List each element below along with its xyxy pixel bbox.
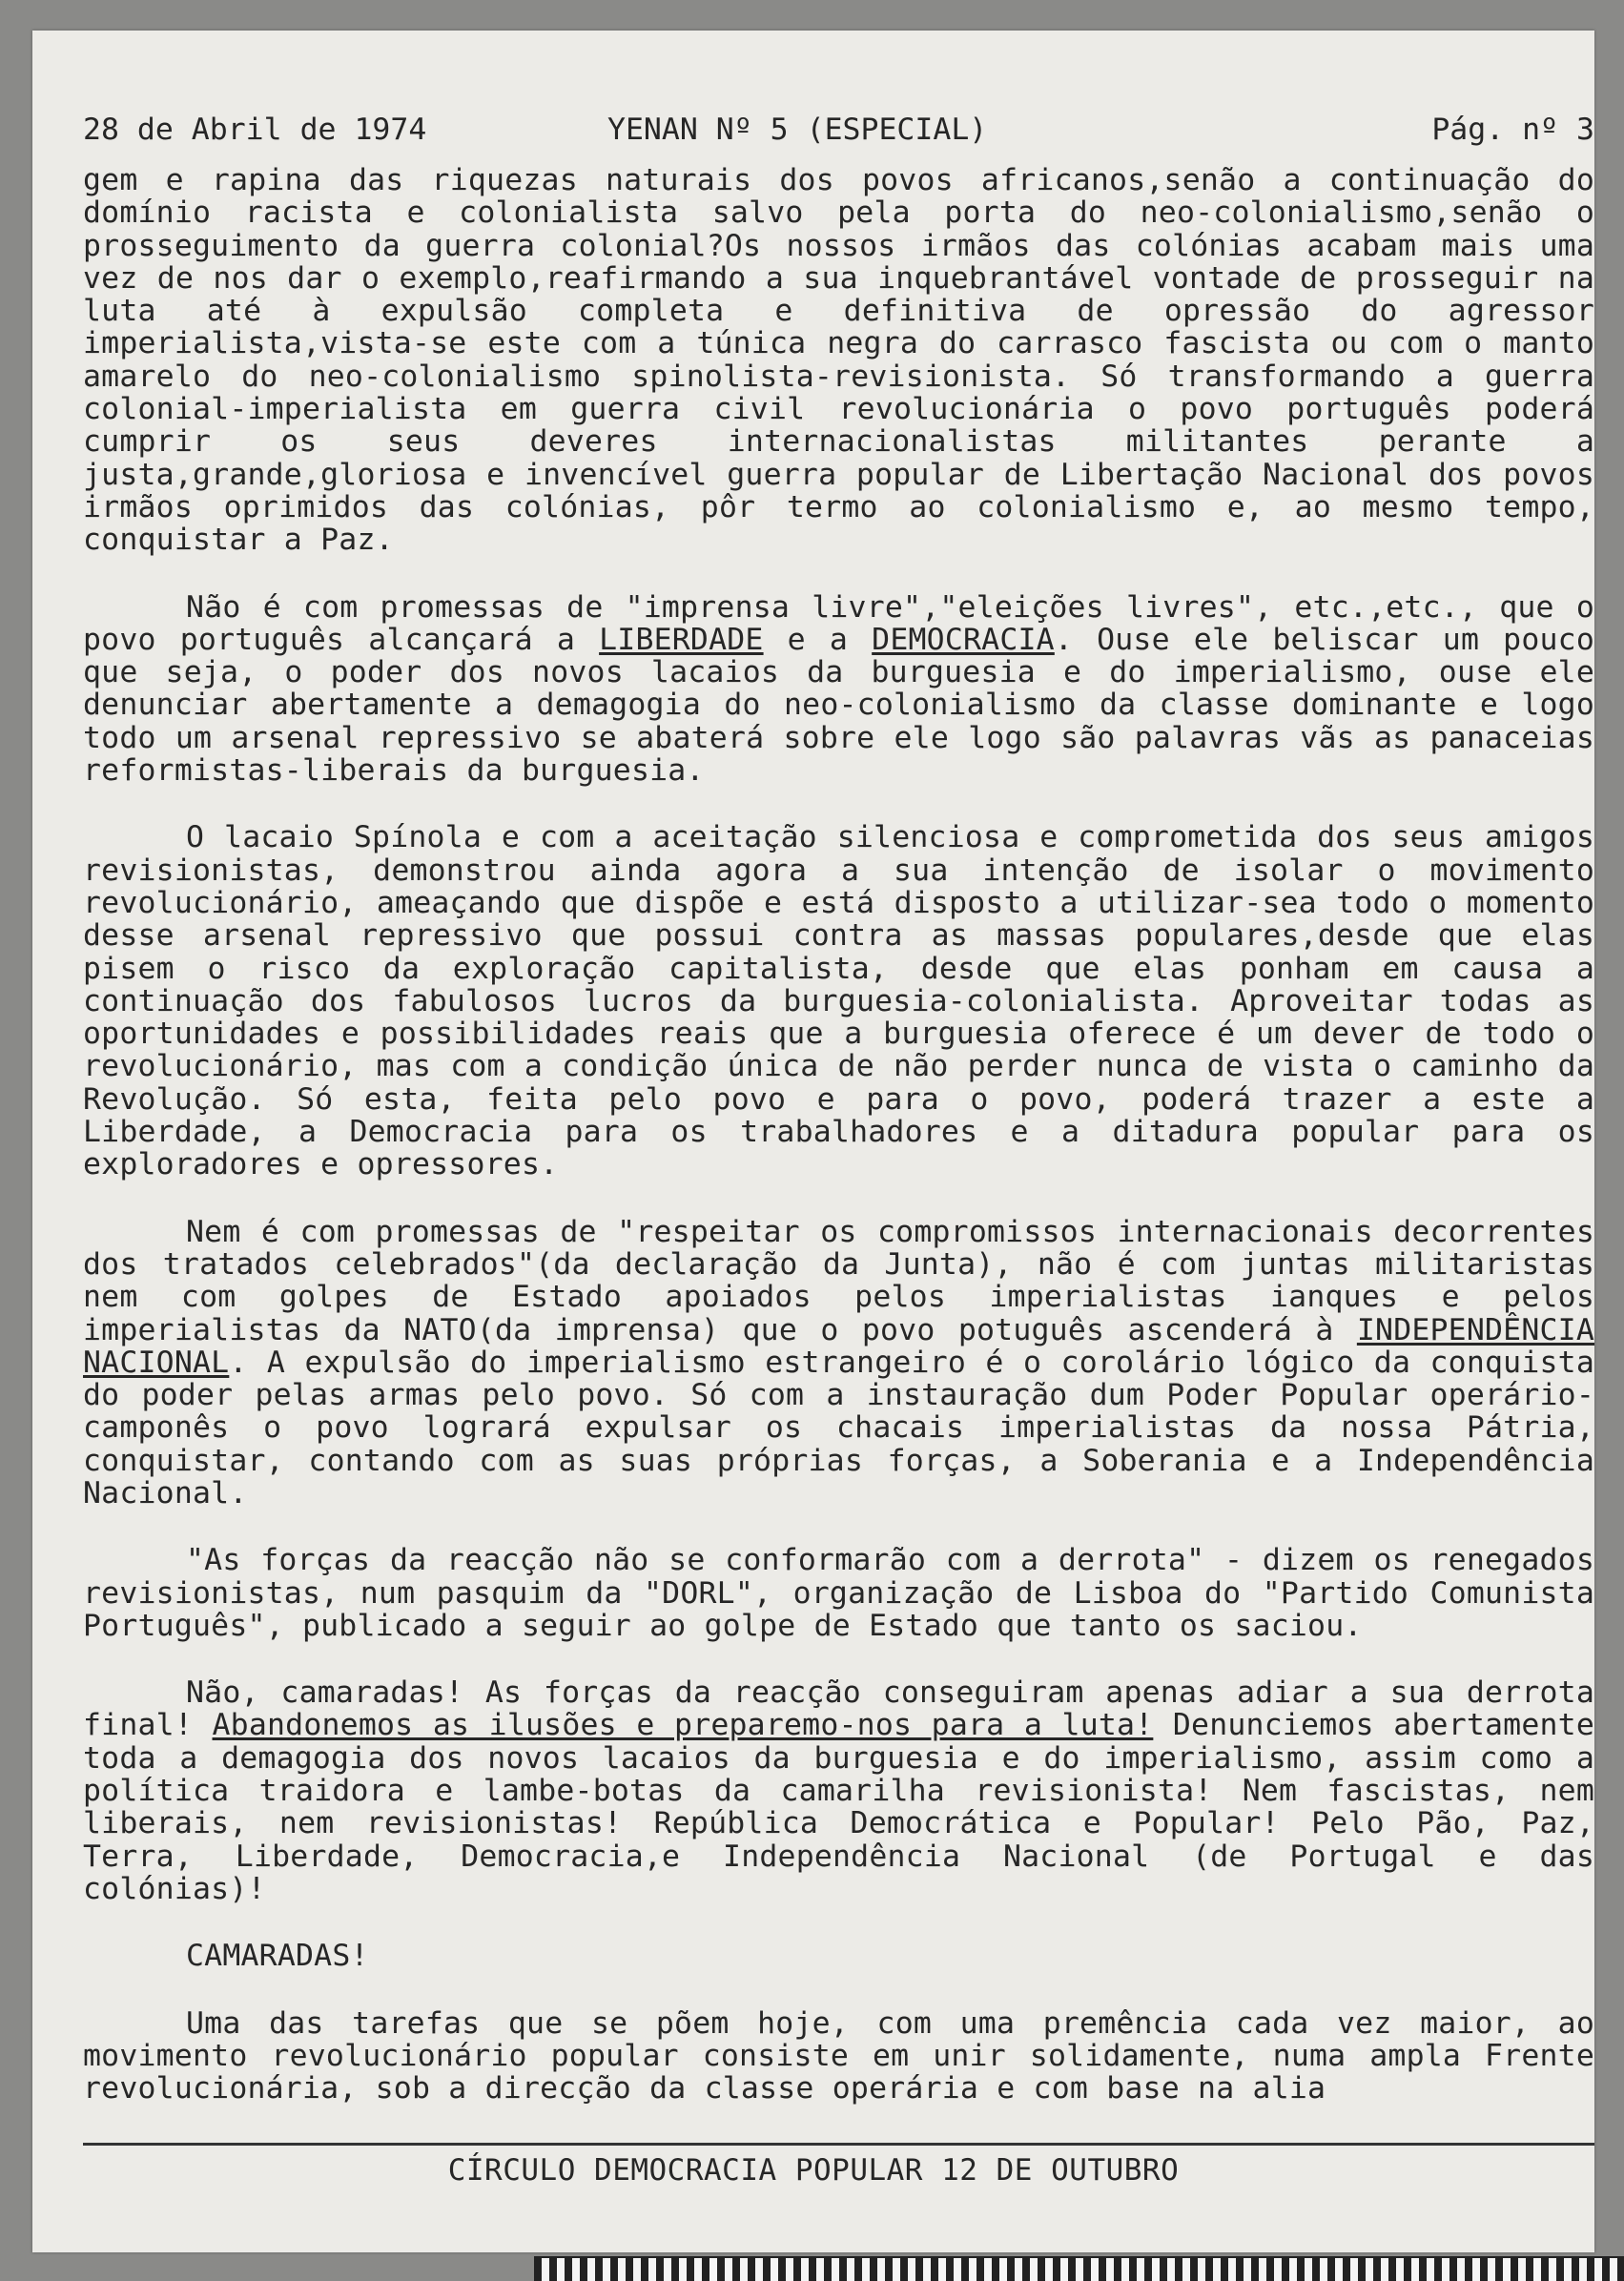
paragraph-3 — [83, 821, 1594, 1181]
paragraph-6 — [83, 1676, 1594, 1905]
democracia-underlined: DEMOCRACIA — [872, 622, 1055, 657]
slogan-underlined: Abandonemos as ilusões e preparemo-nos para a luta! — [212, 1708, 1154, 1743]
liberdade-underlined: LIBERDADE — [599, 622, 764, 657]
paragraph-6-text-b: Denunciemos abertamente toda a demagogia dos novos lacaios da burguesia e do imperialismo, assim como a política traidora e lambe-botas da camarilha revisionista! Nem fascistas, nem liberais, nem revisionistas! República Democrática e Popular! Pelo Pão, Paz, Terra, Liberdade, Democracia,e Independência Nacional (de Portugal e das colónias)! — [83, 1708, 1595, 1906]
paragraph-3-text: O lacaio Spínola e com a aceitação silenciosa e comprometida dos seus amigos revisionistas, demonstrou ainda agora a sua intenção de isolar o movimento revolucionário, ameaçando que dispõe e está disposto a utilizar-sea todo o momento desse arsenal repressivo que possui contra as massas populares,desde que elas pisem o risco da exploração capitalista, desde que elas ponham em causa a continuação dos fabulosos lucros da burguesia-colonialista. Aproveitar todas as oportunidades e possibilidades reais que a burguesia oferece é um dever de todo o revolucionário, mas com a condição única de não perder nunca de vista o caminho da Revolução. Só esta, feita pelo povo e para o povo, poderá trazer a este a Liberdade, a Democracia para os trabalhadores e a ditadura popular para os exploradores e opressores. — [83, 820, 1594, 1182]
scale-ruler — [534, 2256, 1624, 2281]
paragraph-7-text: Uma das tarefas que se põem hoje, com uma premência cada vez maior, ao movimento revolucionário popular consiste em unir solidamente, numa ampla Frente revolucionária, sob a direcção da classe operária e com base na alia — [83, 2005, 1594, 2106]
camaradas-heading — [83, 1940, 1594, 1972]
paragraph-4-text-a: Nem é com promessas de "respeitar os compromissos internacionais decorrentes dos tratados celebrados"(da declaração da Junta), não é com juntas militaristas nem com golpes de Estado apoiados pelos imperialistas ianques e pelos imperialistas da NATO(da imprensa) que o povo potuguês ascenderá à — [83, 1214, 1594, 1347]
paragraph-1-text: gem e rapina das riquezas naturais dos povos africanos,senão a continuação do domínio racista e colonialista salvo pela porta do neo-colonialismo,senão o prosseguimento da guerra colonial?Os nossos irmãos das colónias acabam mais uma vez de nos dar o exemplo,reafirmando a sua inquebrantável vontade de prosseguir na luta até à expulsão completa e definitiva de opressão do agressor imperialista,vista-se este com a túnica negra do carrasco fascista ou com o manto amarelo do neo-colonialismo spinolista-revisionista. Só transformando a guerra colonial-imperialista em guerra civil revolucionária o povo português poderá cumprir os seus deveres internacionalistas militantes perante a justa,grande,gloriosa e invencível guerra popular de Libertação Nacional dos povos irmãos oprimidos das colónias, pôr termo ao colonialismo e, ao mesmo tempo, conquistar a Paz. — [83, 163, 1594, 558]
paragraph-2-text-b: e a — [763, 622, 873, 657]
page-header — [83, 113, 1594, 160]
paragraph-5-text: "As forças da reacção não se conformarão com a derrota" - dizem os renegados revisionistas, num pasquim da "DORL", organização de Lisboa do "Partido Comunista Português", publicado a seguir ao golpe de Estado que tanto os saciou. — [83, 1543, 1594, 1643]
paragraph-2-text-c: . Ouse ele beliscar um pouco que seja, o poder dos novos lacaios da burguesia e do imperialismo, ouse ele denunciar abertamente a demagogia do neo-colonialismo da classe dominante e logo todo um arsenal repressivo se abaterá sobre ele logo são palavras vãs as panaceias reformistas-liberais da burguesia. — [83, 622, 1595, 789]
paragraph-2-text-a: Não é com promessas de "imprensa livre","eleições livres", etc.,etc., que o povo português alcançará a — [83, 589, 1594, 657]
paragraph-2 — [83, 591, 1594, 788]
paragraph-6-text-a: Não, camaradas! As forças da reacção conseguiram apenas adiar a sua derrota final! — [83, 1675, 1594, 1743]
paragraph-7 — [83, 2007, 1594, 2106]
paragraph-4-text-b: . A expulsão do imperialismo estrangeiro é o corolário lógico da conquista do poder pelas armas pelo povo. Só com a instauração dum Poder Popular operário-camponês o povo logrará expulsar os chacais imperialistas da nossa Pátria, conquistar, contando com as suas próprias forças, a Soberania e a Independência Nacional. — [83, 1345, 1594, 1510]
header-title: YENAN Nº 5 (ESPECIAL) — [607, 113, 988, 147]
body-text — [83, 164, 1594, 2105]
document-page — [32, 31, 1594, 2252]
typed-content — [83, 113, 1594, 2139]
footer-divider — [83, 2143, 1594, 2146]
paragraph-5 — [83, 1544, 1594, 1642]
header-date: 28 de Abril de 1974 — [83, 113, 427, 147]
header-page-number: Pág. nº 3 — [1431, 113, 1594, 147]
paragraph-4 — [83, 1216, 1594, 1510]
independencia-nacional-underlined: INDEPENDÊNCIA NACIONAL — [83, 1312, 1594, 1380]
page-footer: CÍRCULO DEMOCRACIA POPULAR 12 DE OUTUBRO — [447, 2153, 1180, 2188]
paragraph-1 — [83, 164, 1594, 557]
camaradas-text: CAMARADAS! — [186, 1939, 369, 1974]
